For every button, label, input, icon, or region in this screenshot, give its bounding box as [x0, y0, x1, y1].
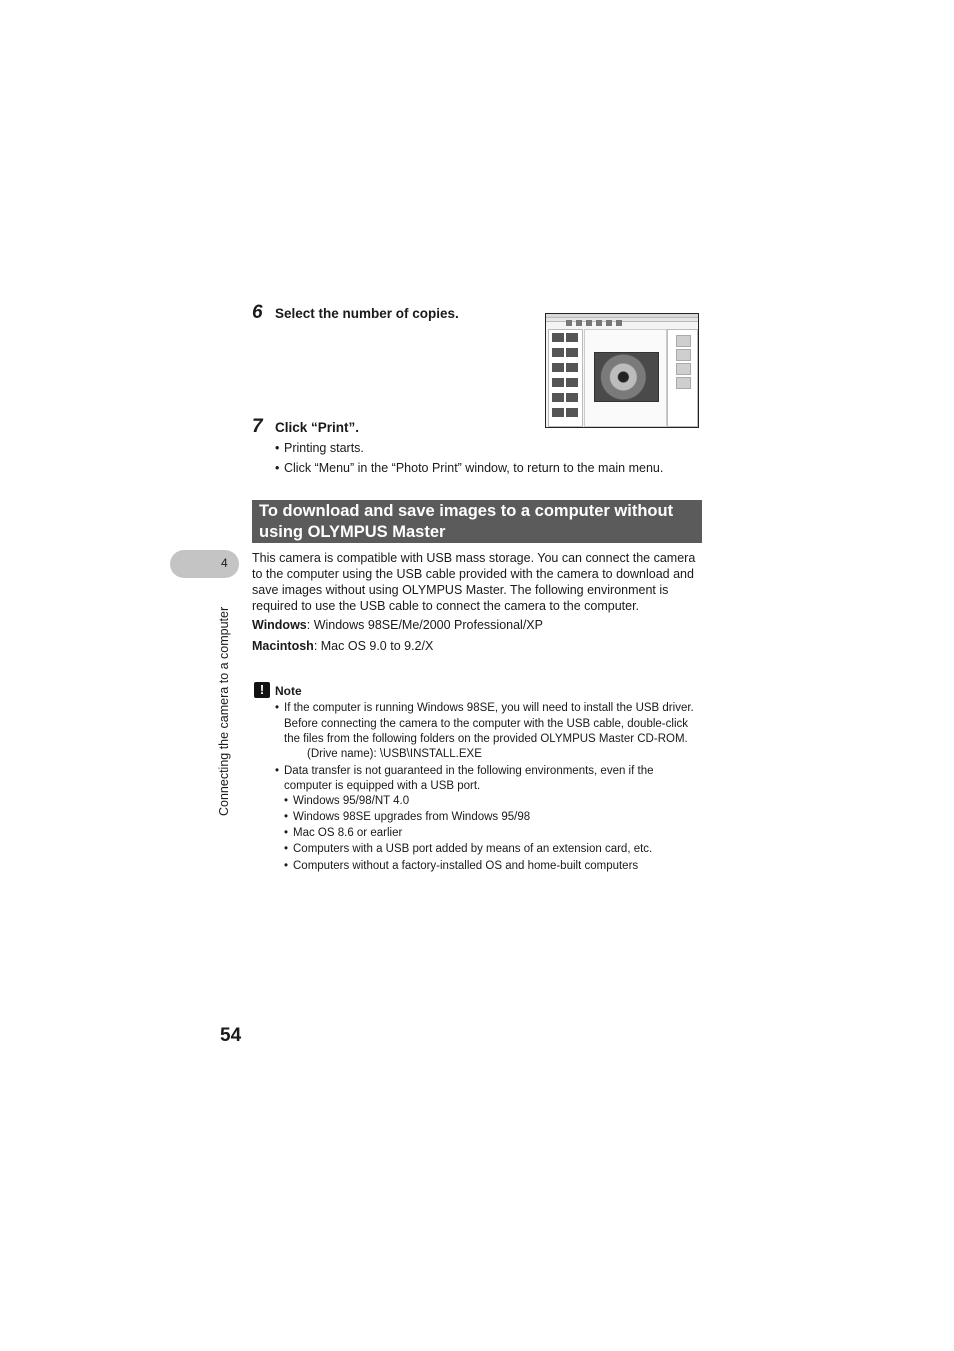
note-bullet: •: [275, 702, 280, 714]
note-icon: !: [254, 682, 270, 698]
toolbar-icon: [586, 320, 592, 326]
mac-requirement: [252, 639, 433, 653]
note-sub-bullet: •: [284, 827, 289, 839]
layout-option: [676, 349, 691, 361]
toolbar-icon: [596, 320, 602, 326]
heading-line: using OLYMPUS Master: [259, 523, 446, 541]
note-sub-bullet: •: [284, 811, 289, 823]
note-line: (Drive name): \USB\INSTALL.EXE: [307, 748, 482, 760]
bullet-text: Click “Menu” in the “Photo Print” window, to return to the main menu.: [284, 461, 664, 475]
thumbnail: [566, 333, 578, 342]
thumbnail: [552, 393, 564, 402]
thumbnail-sidebar: [548, 329, 583, 427]
photo-print-window-screenshot: [545, 313, 699, 428]
body-paragraph: [252, 550, 704, 614]
note-line: computer is equipped with a USB port.: [284, 780, 481, 792]
windows-requirement: [252, 618, 543, 632]
body-line: This camera is compatible with USB mass storage. You can connect the camera: [252, 551, 696, 565]
thumbnail: [552, 348, 564, 357]
mac-label: Macintosh: [252, 639, 314, 653]
thumbnail: [552, 378, 564, 387]
note-sub-item: Computers with a USB port added by means of an extension card, etc.: [293, 843, 653, 855]
note-sub-item: Computers without a factory-installed OS and home-built computers: [293, 860, 639, 872]
body-line: save images without using OLYMPUS Master. The following environment is: [252, 583, 669, 597]
note-line: the files from the following folders on the provided OLYMPUS Master CD-ROM.: [284, 733, 688, 745]
step-7-title: Click “Print”.: [275, 420, 360, 435]
thumbnail: [566, 393, 578, 402]
mac-value: : Mac OS 9.0 to 9.2/X: [313, 639, 434, 653]
flower-photo: [594, 352, 659, 402]
note-sub-item: Mac OS 8.6 or earlier: [293, 827, 403, 839]
thumbnail: [566, 408, 578, 417]
toolbar-icon: [616, 320, 622, 326]
note-sub-item: Windows 98SE upgrades from Windows 95/98: [293, 811, 531, 823]
step-6-title: Select the number of copies.: [275, 306, 459, 321]
note-sub-bullet: •: [284, 795, 289, 807]
layout-option: [676, 363, 691, 375]
note-line: Before connecting the camera to the computer with the USB cable, double-click: [284, 718, 688, 730]
step-7-bullet: • Click “Menu” in the “Photo Print” window, to return to the main menu.: [275, 461, 664, 475]
step-7-bullet: • Printing starts.: [275, 441, 364, 455]
chapter-tab: [170, 550, 239, 578]
toolbar-icon: [576, 320, 582, 326]
print-preview-canvas: [584, 329, 667, 427]
note-sub-item: Windows 95/98/NT 4.0: [293, 795, 410, 807]
toolbar-icon: [566, 320, 572, 326]
section-heading: [252, 500, 702, 543]
step-7-number: 7: [252, 416, 263, 437]
body-line: required to use the USB cable to connect the camera to the computer.: [252, 599, 640, 613]
thumbnail: [566, 378, 578, 387]
chapter-number: 4: [221, 556, 228, 570]
heading-line: To download and save images to a computer without: [259, 502, 674, 520]
toolbar-icon: [606, 320, 612, 326]
chapter-title-vertical: Connecting the camera to a computer: [217, 606, 231, 816]
windows-value: : Windows 98SE/Me/2000 Professional/XP: [306, 618, 543, 632]
layout-option: [676, 377, 691, 389]
bullet-text: Printing starts.: [284, 441, 364, 455]
thumbnail: [566, 363, 578, 372]
step-6-number: 6: [252, 302, 263, 323]
note-bullet: •: [275, 765, 280, 777]
body-line: to the computer using the USB cable provided with the camera to download and: [252, 567, 694, 581]
thumbnail: [566, 348, 578, 357]
note-line: If the computer is running Windows 98SE, you will need to install the USB driver.: [284, 702, 694, 714]
layout-panel: [667, 329, 698, 427]
note-sub-bullet: •: [284, 860, 289, 872]
thumbnail: [552, 333, 564, 342]
thumbnail: [552, 408, 564, 417]
note-sub-bullet: •: [284, 843, 289, 855]
layout-option: [676, 335, 691, 347]
thumbnail: [552, 363, 564, 372]
windows-label: Windows: [252, 618, 307, 632]
note-line: Data transfer is not guaranteed in the following environments, even if the: [284, 765, 654, 777]
page-number: 54: [220, 1025, 242, 1046]
note-title: Note: [275, 684, 302, 698]
